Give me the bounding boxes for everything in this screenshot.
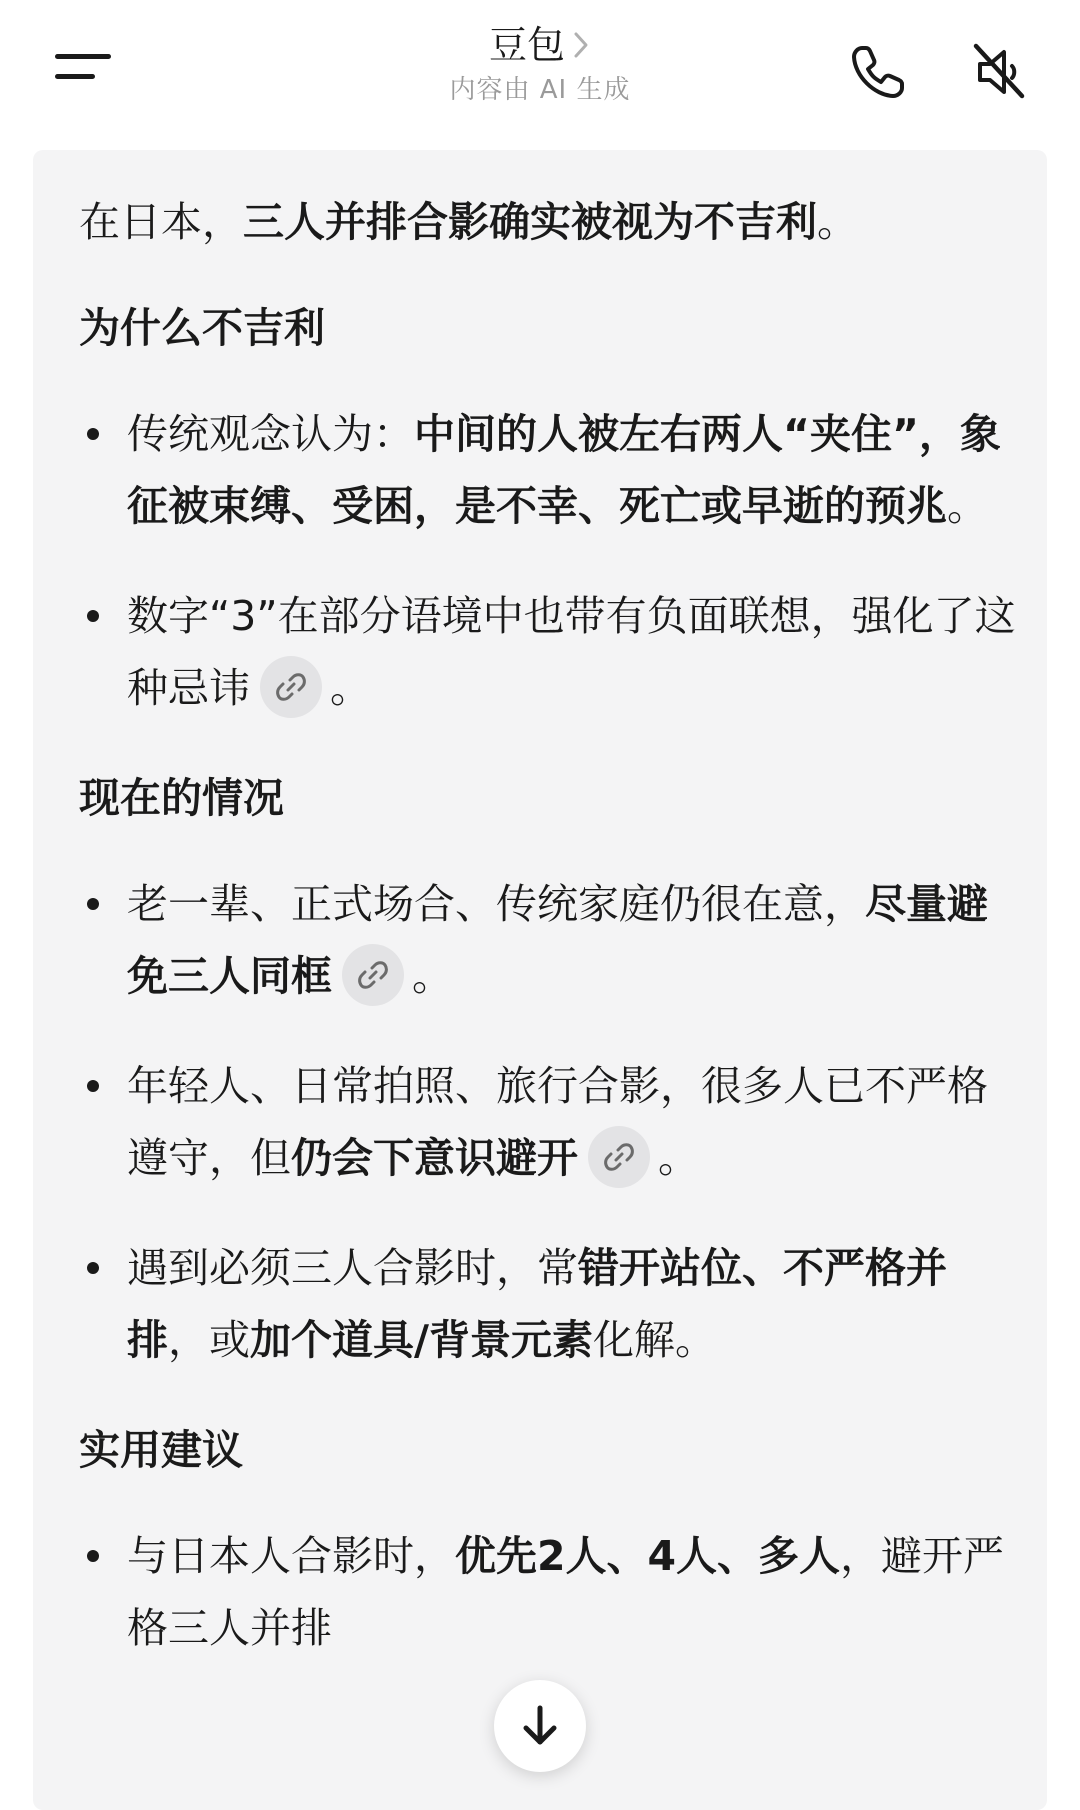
link-icon xyxy=(357,959,389,991)
phone-icon xyxy=(846,40,910,104)
chat-title-button[interactable] xyxy=(340,20,740,106)
intro-text-end: 。 xyxy=(817,198,858,246)
bullet-dot xyxy=(87,1080,99,1092)
citation-link-button[interactable] xyxy=(260,656,322,718)
title-row xyxy=(489,20,591,70)
call-button[interactable] xyxy=(846,40,910,104)
intro-paragraph xyxy=(79,186,1019,258)
list-item-bold-text: 中间的人被左右两人“夹住”，象征被束缚、受困，是不幸、死亡或早逝的预兆 xyxy=(127,410,1001,530)
list-item-text-end: 。 xyxy=(658,1134,699,1182)
list-item-text: 遇到必须三人合影时，常 xyxy=(127,1244,578,1292)
list-item xyxy=(79,1050,1019,1194)
bullet-dot xyxy=(87,898,99,910)
list-item xyxy=(79,1232,1019,1376)
citation-link-button[interactable] xyxy=(342,944,404,1006)
list-item-bold-text: 加个道具/背景元素 xyxy=(250,1316,593,1364)
ai-message-card xyxy=(33,150,1047,1810)
citation-link-button[interactable] xyxy=(588,1126,650,1188)
list-item-bold-text: 仍会下意识避开 xyxy=(291,1134,578,1182)
section-heading-current: 现在的情况 xyxy=(79,774,284,822)
list-item-text-end: ，避开严格三人并排 xyxy=(127,1532,1005,1652)
intro-text: 在日本， xyxy=(79,198,243,246)
arrow-down-icon xyxy=(520,1704,560,1748)
list-item-text: ，或 xyxy=(168,1316,250,1364)
top-bar xyxy=(0,0,1080,150)
list-item-text: 与日本人合影时， xyxy=(127,1532,455,1580)
menu-icon-bar xyxy=(55,54,111,59)
link-icon xyxy=(275,671,307,703)
list-item-bold-text: 优先2人、4人、多人 xyxy=(455,1532,841,1580)
list-item-text: 数字“3”在部分语境中也带有负面联想，强化了这种忌讳 xyxy=(127,592,1016,712)
bullet-dot xyxy=(87,1262,99,1274)
bullet-dot xyxy=(87,610,99,622)
list-item-bold-text: 尽量避免三人同框 xyxy=(127,880,988,1000)
intro-bold-text: 三人并排合影确实被视为不吉利 xyxy=(243,198,817,246)
section-heading-advice: 实用建议 xyxy=(79,1426,243,1474)
list-item-text-end: 。 xyxy=(947,482,988,530)
list-item-text: 年轻人、日常拍照、旅行合影，很多人已不严格遵守，但 xyxy=(127,1062,988,1182)
message-content xyxy=(79,186,1019,1702)
list-item-bold-text: 错开站位、不严格并排 xyxy=(127,1244,947,1364)
speaker-muted-icon xyxy=(968,40,1032,104)
list-item-text-end: 化解。 xyxy=(592,1316,716,1364)
list-item xyxy=(79,868,1019,1012)
chevron-right-icon xyxy=(571,30,591,60)
list-item-text: 传统观念认为： xyxy=(127,410,414,458)
list-item xyxy=(79,580,1019,724)
ai-generated-notice: 内容由 AI 生成 xyxy=(449,75,631,105)
list-item-text-end: 。 xyxy=(412,952,453,1000)
chat-title: 豆包 xyxy=(488,23,565,67)
bullet-dot xyxy=(87,428,99,440)
list-item xyxy=(79,398,1019,542)
menu-icon-bar xyxy=(55,74,95,79)
list-item xyxy=(79,1520,1019,1664)
list-item-text-end: 。 xyxy=(330,664,371,712)
scroll-to-bottom-button[interactable] xyxy=(494,1680,586,1772)
list-item-text: 老一辈、正式场合、传统家庭仍很在意， xyxy=(127,880,865,928)
menu-button[interactable] xyxy=(50,40,120,100)
mute-button[interactable] xyxy=(968,40,1032,104)
link-icon xyxy=(603,1141,635,1173)
section-heading-why: 为什么不吉利 xyxy=(79,304,325,352)
bullet-dot xyxy=(87,1550,99,1562)
